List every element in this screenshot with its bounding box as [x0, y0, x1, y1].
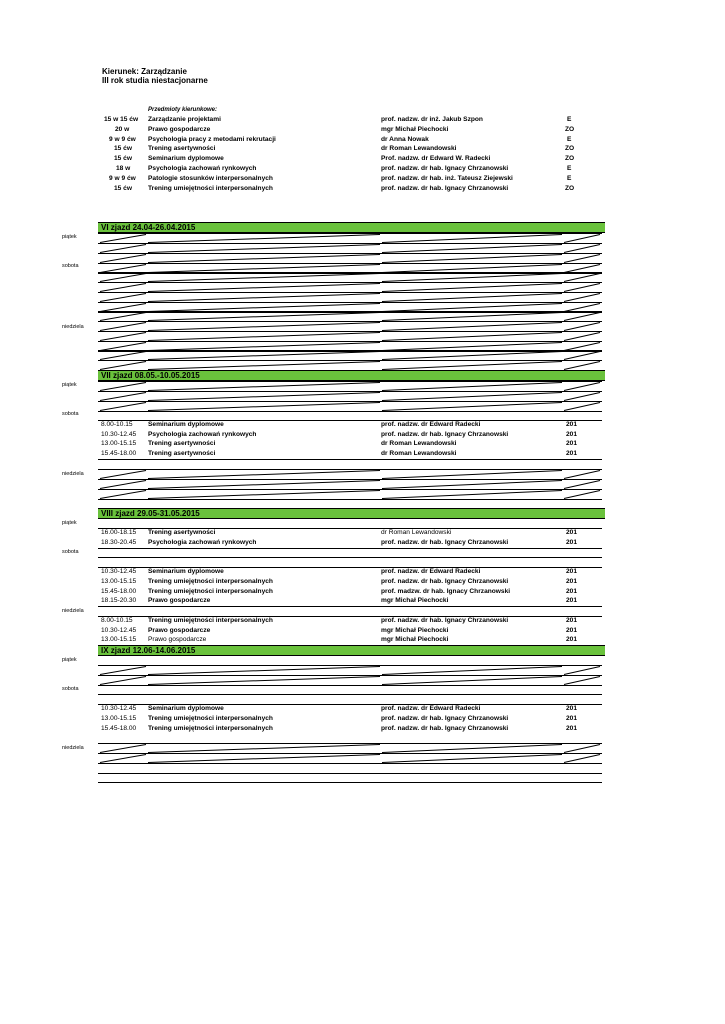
subject-lecturer: prof. nadzw. dr hab. inż. Tateusz Ziejewski: [381, 175, 513, 182]
day-label-saturday: sobota: [62, 549, 79, 555]
session-lecturer: prof. nadzw. dr hab. Ignacy Chrzanowski: [381, 431, 509, 438]
empty-slot: [98, 360, 602, 371]
session-time: 18.30-20.45: [101, 539, 137, 546]
session-subject: Seminarium dyplomowe: [148, 568, 224, 575]
session-time: 16.00-18.15: [101, 529, 137, 536]
session-lecturer: prof. nadzw. dr hab. Ignacy Chrzanowski: [381, 715, 509, 722]
session-room: 201: [566, 431, 578, 438]
zjazd-header: IX zjazd 12.06-14.06.2015: [98, 645, 605, 656]
session-room: 201: [566, 705, 578, 712]
row-divider: [98, 773, 602, 774]
session-row: [0, 538, 725, 548]
session-room: 201: [566, 715, 578, 722]
zjazd-header: VI zjazd 24.04-26.04.2015: [98, 222, 605, 233]
subject-row: [0, 115, 725, 125]
session-subject: Trening umiejętności interpersonalnych: [148, 725, 273, 732]
session-subject: Prawo gospodarcze: [148, 627, 211, 634]
row-divider: [98, 567, 602, 568]
row-divider: [98, 548, 602, 549]
program-subtitle: III rok studia niestacjonarne: [102, 76, 208, 85]
session-subject: Trening asertywności: [148, 440, 216, 447]
subject-row: [0, 154, 725, 164]
subject-hours: 15 ćw: [114, 185, 132, 192]
session-room: 201: [566, 597, 578, 604]
subject-row: [0, 164, 725, 174]
session-time: 13.00-15.15: [101, 578, 137, 585]
subject-hours: 9 w 9 ćw: [109, 136, 136, 143]
day-label-saturday: sobota: [62, 686, 79, 692]
session-lecturer: prof. nadzw. dr Edward Radecki: [381, 568, 481, 575]
empty-slot: [98, 675, 602, 686]
session-time: 18.15-20.30: [101, 597, 137, 604]
subject-form: E: [567, 175, 572, 182]
session-lecturer: prof. nadzw. dr hab. Ignacy Chrzanowski: [381, 578, 509, 585]
session-subject: Trening asertywności: [148, 529, 216, 536]
subject-form: ZO: [565, 126, 575, 133]
subject-hours: 15 ćw: [114, 155, 132, 162]
session-row: [0, 704, 725, 714]
subject-row: [0, 125, 725, 135]
session-lecturer: mgr Michał Piechocki: [381, 636, 449, 643]
empty-slot: [98, 753, 602, 764]
session-row: [0, 449, 725, 459]
subject-lecturer: prof. nadzw. dr inż. Jakub Szpon: [381, 116, 483, 123]
row-divider: [98, 704, 602, 705]
subject-lecturer: prof. nadzw. dr hab. Ignacy Chrzanowski: [381, 185, 509, 192]
session-subject: Psychologia zachowań rynkowych: [148, 431, 257, 438]
row-divider: [98, 694, 602, 695]
session-lecturer: dr Roman Lewandowski: [381, 529, 452, 536]
day-label-sunday: niedziela: [62, 471, 84, 477]
session-room: 201: [566, 725, 578, 732]
subject-hours: 20 w: [115, 126, 130, 133]
session-subject: Psychologia zachowań rynkowych: [148, 539, 257, 546]
session-subject: Prawo gospodarcze: [148, 636, 207, 643]
subject-hours: 18 w: [116, 165, 131, 172]
session-lecturer: mgr Michał Piechocki: [381, 627, 449, 634]
subject-lecturer: mgr Michał Piechocki: [381, 126, 449, 133]
subject-form: ZO: [565, 145, 575, 152]
row-divider: [98, 616, 602, 617]
session-room: 201: [566, 440, 578, 447]
session-row: [0, 439, 725, 449]
subject-name: Seminarium dyplomowe: [148, 155, 224, 162]
session-subject: Trening umiejętności interpersonalnych: [148, 617, 273, 624]
day-label-saturday: sobota: [62, 411, 79, 417]
session-lecturer: dr Roman Lewandowski: [381, 450, 457, 457]
session-lecturer: prof. nadzw. dr hab. Ignacy Chrzanowski: [381, 725, 509, 732]
session-time: 8.00-10.15: [101, 617, 133, 624]
session-row: [0, 635, 725, 645]
session-lecturer: prof. nadzw. dr Edward Radecki: [381, 421, 481, 428]
session-row: [0, 567, 725, 577]
session-row: [0, 724, 725, 734]
session-subject: Trening umiejętności interpersonalnych: [148, 715, 273, 722]
session-subject: Trening umiejętności interpersonalnych: [148, 578, 273, 585]
row-divider: [98, 459, 602, 460]
session-time: 15.45-18.00: [101, 725, 137, 732]
session-row: [0, 596, 725, 606]
day-label-friday: piątek: [62, 520, 77, 526]
subject-form: E: [567, 116, 572, 123]
session-time: 8.00-10.15: [101, 421, 133, 428]
empty-slot: [98, 401, 602, 412]
subject-name: Patologie stosunków interpersonalnych: [148, 175, 273, 182]
day-label-sunday: niedziela: [62, 324, 84, 330]
session-time: 13.00-15.15: [101, 440, 137, 447]
session-lecturer: prof. nadzw. dr hab. Ignacy Chrzanowski: [381, 539, 509, 546]
session-lecturer: prof. nadzw. dr hab. Ignacy Chrzanowski: [381, 617, 509, 624]
subject-row: [0, 144, 725, 154]
subject-hours: 15 w 15 ćw: [104, 116, 139, 123]
day-label-friday: piątek: [62, 657, 77, 663]
session-room: 201: [566, 617, 578, 624]
session-row: [0, 420, 725, 430]
empty-slot: [98, 489, 602, 500]
subject-hours: 15 ćw: [114, 145, 132, 152]
session-room: 201: [566, 636, 578, 643]
day-label-friday: piątek: [62, 382, 77, 388]
session-room: 201: [566, 588, 578, 595]
session-room: 201: [566, 539, 578, 546]
row-divider: [98, 420, 602, 421]
session-row: [0, 577, 725, 587]
subject-lecturer: prof. nadzw. dr hab. Ignacy Chrzanowski: [381, 165, 509, 172]
session-row: [0, 616, 725, 626]
session-subject: Prawo gospodarcze: [148, 597, 211, 604]
day-label-sunday: niedziela: [62, 745, 84, 751]
session-room: 201: [566, 421, 578, 428]
zjazd-header: VII zjazd 08.05.-10.05.2015: [98, 370, 605, 381]
row-divider: [98, 606, 602, 607]
row-divider: [98, 528, 602, 529]
session-time: 10.30-12.45: [101, 431, 137, 438]
zjazd-header: VIII zjazd 29.05-31.05.2015: [98, 508, 605, 519]
session-time: 13.00-15.15: [101, 715, 137, 722]
session-time: 10.30-12.45: [101, 627, 137, 634]
subject-form: ZO: [565, 185, 575, 192]
subject-form: E: [567, 136, 572, 143]
day-label-saturday: sobota: [62, 263, 79, 269]
subject-form: ZO: [565, 155, 575, 162]
day-label-sunday: niedziela: [62, 608, 84, 614]
session-time: 10.30-12.45: [101, 568, 137, 575]
session-room: 201: [566, 568, 578, 575]
session-lecturer: mgr Michał Piechocki: [381, 597, 449, 604]
subjects-caption: Przedmioty kierunkowe:: [148, 107, 218, 113]
subject-lecturer: Prof. nadzw. dr Edward W. Radecki: [381, 155, 491, 162]
subject-hours: 9 w 9 ćw: [109, 175, 136, 182]
subject-lecturer: dr Roman Lewandowski: [381, 145, 457, 152]
subject-name: Zarządzanie projektami: [148, 116, 221, 123]
row-divider: [98, 557, 602, 558]
subject-name: Trening asertywności: [148, 145, 216, 152]
session-room: 201: [566, 627, 578, 634]
session-time: 15.45-18.00: [101, 450, 137, 457]
session-lecturer: dr Roman Lewandowski: [381, 440, 457, 447]
row-divider: [98, 782, 602, 783]
session-row: [0, 714, 725, 724]
subject-name: Psychologia zachowań rynkowych: [148, 165, 257, 172]
subject-form: E: [567, 165, 572, 172]
session-subject: Seminarium dyplomowe: [148, 421, 224, 428]
session-room: 201: [566, 450, 578, 457]
subject-name: Trening umiejętności interpersonalnych: [148, 185, 273, 192]
session-time: 10.30-12.45: [101, 705, 137, 712]
day-label-friday: piątek: [62, 234, 77, 240]
session-lecturer: prof. madzw. dr hab. Ignacy Chrzanowski: [381, 588, 511, 595]
session-row: [0, 528, 725, 538]
session-subject: Trening umiejętności interpersonalnych: [148, 588, 273, 595]
program-title: Kierunek: Zarządzanie: [102, 67, 187, 76]
subject-row: [0, 174, 725, 184]
subject-name: Psychologia pracy z metodami rekrutacji: [148, 136, 276, 143]
session-time: 15.45-18.00: [101, 588, 137, 595]
session-subject: Trening asertywności: [148, 450, 216, 457]
session-time: 13.00-15.15: [101, 636, 137, 643]
subject-name: Prawo gospodarcze: [148, 126, 211, 133]
subject-row: [0, 184, 725, 194]
session-room: 201: [566, 529, 578, 536]
session-subject: Seminarium dyplomowe: [148, 705, 224, 712]
session-room: 201: [566, 578, 578, 585]
subject-lecturer: dr Anna Nowak: [381, 136, 429, 143]
session-lecturer: prof. nadzw. dr Edward Radecki: [381, 705, 481, 712]
